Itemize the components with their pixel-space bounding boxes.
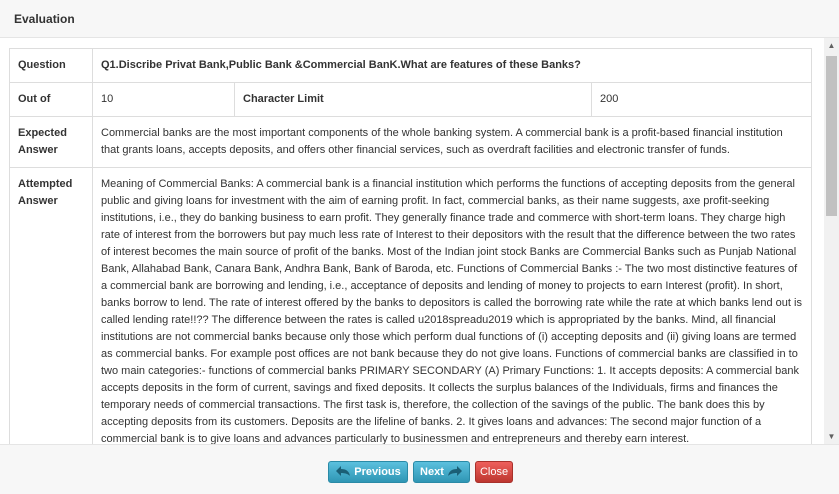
question-label: Question (10, 49, 93, 83)
close-button[interactable]: Close (475, 461, 513, 483)
question-row (10, 49, 812, 83)
character-limit-label: Character Limit (235, 83, 592, 117)
arrow-forward-icon (447, 465, 463, 477)
chevron-up-icon[interactable]: ▲ (827, 41, 836, 50)
character-limit-value: 200 (592, 83, 812, 117)
next-button-label: Next (420, 466, 444, 478)
attempted-answer-label: Attempted Answer (10, 168, 93, 445)
dialog-body[interactable] (0, 38, 824, 444)
attempted-answer-row (10, 168, 812, 445)
dialog-header (0, 0, 839, 38)
dialog-footer (0, 444, 839, 494)
expected-answer-label: Expected Answer (10, 117, 93, 168)
chevron-down-icon[interactable]: ▼ (827, 432, 836, 441)
vertical-scrollbar[interactable] (824, 38, 839, 444)
dialog-title: Evaluation (14, 12, 75, 26)
next-button[interactable] (413, 461, 470, 483)
previous-button[interactable] (328, 461, 408, 483)
previous-button-label: Previous (354, 466, 401, 478)
expected-answer-row (10, 117, 812, 168)
evaluation-table (9, 48, 812, 444)
out-of-value: 10 (93, 83, 235, 117)
marks-row (10, 83, 812, 117)
out-of-label: Out of (10, 83, 93, 117)
attempted-answer-text: Meaning of Commercial Banks: A commercial bank is a financial institution which performs the functions of accepting deposits from the general public and giving loans for investment with the aim of earning profit. In fact, commercial banks, as their name suggests, axe profit-seeking institutions, i.e., they do banking business to earn profit. They generally finance trade and commerce with short-term loans. They charge high rate of interest from the borrowers but pay much less rate of Interest to their depositors with the result that the difference between the two rates of interest becomes the main source of profit of the banks. Most of the Indian joint stock Banks are Commercial Banks such as Punjab National Bank, Allahabad Bank, Canara Bank, Andhra Bank, Bank of Baroda, etc. Functions of Commercial Banks :- The two most distinctive features of a commercial bank are borrowing and lending, i.e., acceptance of deposits and lending of money to projects to earn Interest (profit). In short, banks borrow to lend. The rate of interest offered by the banks to depositors is called the borrowing rate while the rate at which banks lend out is called lending rate!!?? The difference between the rates is called u2018spreadu2019 which is appropriated by the banks. Mind, all financial institutions are not commercial banks because only those which perform dual functions of (i) accepting deposits and (ii) giving loans are termed as commercial banks. For example post offices are not bank because they do not give loans. Functions of commercial banks are classified in to two main categories:- functions of commercial banks PRIMARY SECONDARY (A) Primary Functions: 1. It accepts deposits: A commercial bank accepts deposits in the form of current, savings and fixed deposits. It collects the surplus balances of the Individuals, firms and finances the temporary needs of commercial transactions. The first task is, therefore, the collection of the savings of the public. The bank does this by accepting deposits from its customers. Deposits are the lifeline of banks. 2. It gives loans and advances: The second major function of a commercial bank is to give loans and advances particularly to businessmen and entrepreneurs and thereby earn interest. (93, 168, 812, 445)
expected-answer-text: Commercial banks are the most important components of the whole banking system. A commercial bank is a profit-based financial institution that grants loans, accepts deposits, and offers other financial services, such as overdraft facilities and electronic transfer of funds. (93, 117, 812, 168)
arrow-back-icon (335, 465, 351, 477)
question-text: Q1.Discribe Privat Bank,Public Bank &Commercial BanK.What are features of these Banks? (93, 49, 812, 83)
scrollbar-thumb[interactable] (826, 56, 837, 216)
